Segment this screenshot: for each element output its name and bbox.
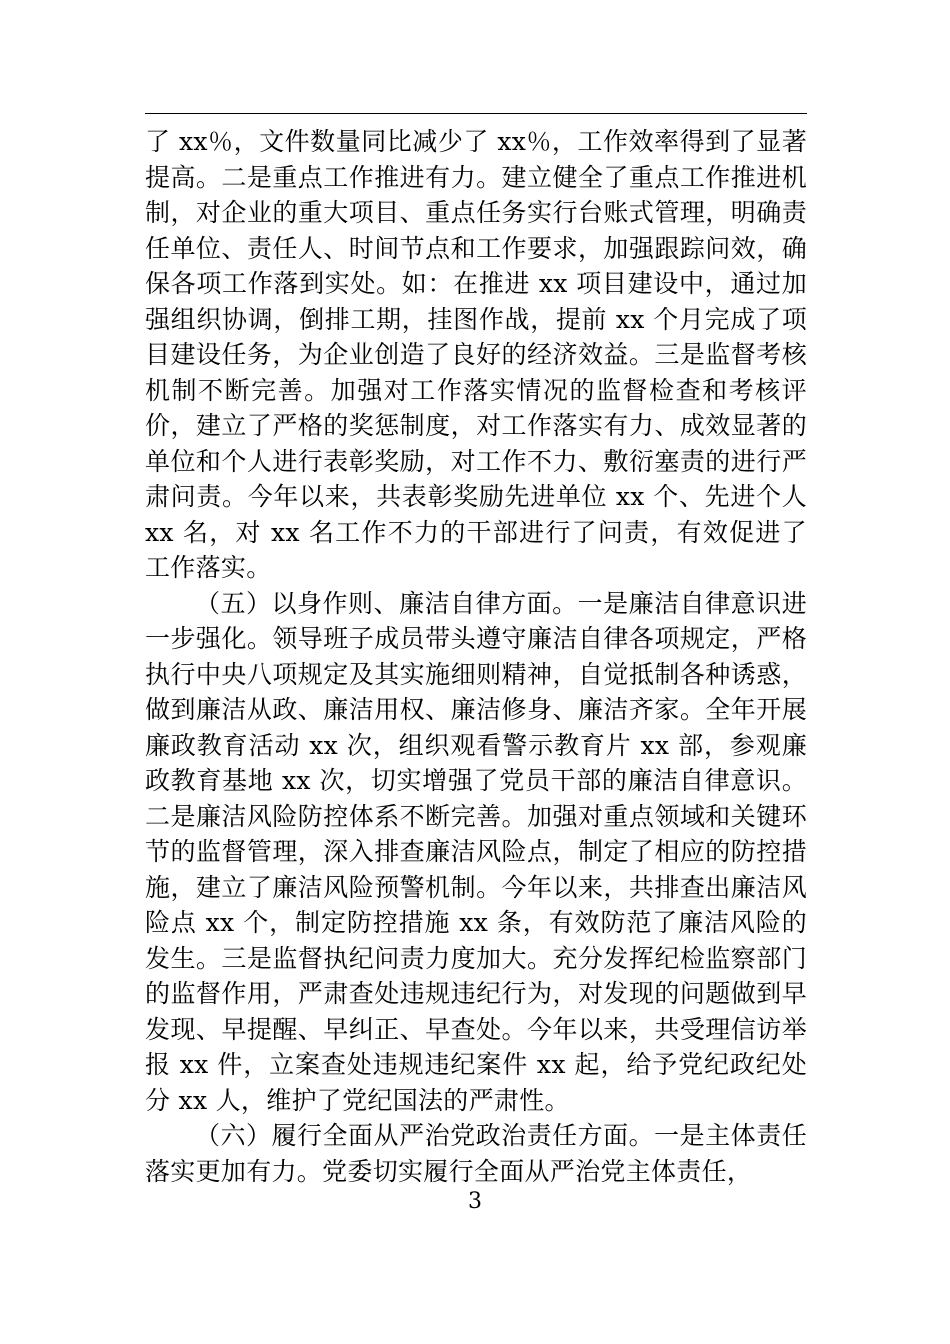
paragraph-continuation: 了 xx％，文件数量同比减少了 xx％，工作效率得到了显著提高。二是重点工作推进有力。建立健全了重点工作推进机制，对企业的重大项目、重点任务实行台账式管理，明确责任单位、责任人、时间节点和工作要求，加强跟踪问效，确保各项工作落到实处。如：在推进 xx 项目建设中，通过加强组织协调，倒排工期，挂图作战，提前 xx 个月完成了项目建设任务，为企业创造了良好的经济效益。三是监督考核机制不断完善。加强对工作落实情况的监督检查和考核评价，建立了严格的奖惩制度，对工作落实有力、成效显著的单位和个人进行表彰奖励，对工作不力、敷衍塞责的进行严肃问责。今年以来，共表彰奖励先进单位 xx 个、先进个人 xx 名，对 xx 名工作不力的干部进行了问责，有效促进了工作落实。 [145, 127, 807, 582]
document-body [145, 124, 807, 1189]
header-rule [145, 113, 807, 114]
paragraph-section-six: （六）履行全面从严治党政治责任方面。一是主体责任落实更加有力。党委切实履行全面从严治党主体责任， [145, 1121, 807, 1186]
paragraph-section-five: （五）以身作则、廉洁自律方面。一是廉洁自律意识进一步强化。领导班子成员带头遵守廉洁自律各项规定，严格执行中央八项规定及其实施细则精神，自觉抵制各种诱惑，做到廉洁从政、廉洁用权、廉洁修身、廉洁齐家。全年开展廉政教育活动 xx 次，组织观看警示教育片 xx 部，参观廉政教育基地 xx 次，切实增强了党员干部的廉洁自律意识。二是廉洁风险防控体系不断完善。加强对重点领域和关键环节的监督管理，深入排查廉洁风险点，制定了相应的防控措施，建立了廉洁风险预警机制。今年以来，共排查出廉洁风险点 xx 个，制定防控措施 xx 条，有效防范了廉洁风险的发生。三是监督执纪问责力度加大。充分发挥纪检监察部门的监督作用，严肃查处违规违纪行为，对发现的问题做到早发现、早提醒、早纠正、早查处。今年以来，共受理信访举报 xx 件，立案查处违规违纪案件 xx 起，给予党纪政纪处分 xx 人，维护了党纪国法的严肃性。 [145, 588, 807, 1115]
page-number: 3 [468, 1189, 482, 1214]
